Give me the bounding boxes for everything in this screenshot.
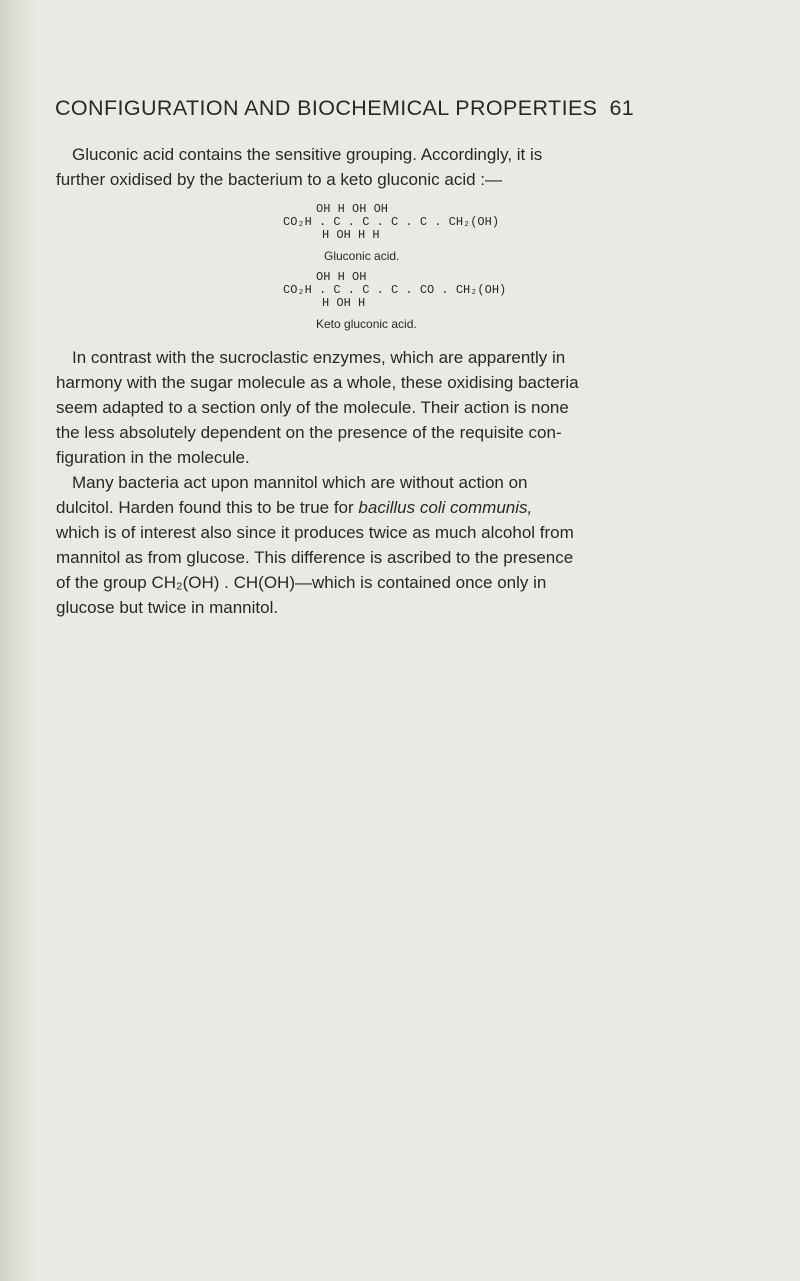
mannitol-line-2 bbox=[56, 495, 769, 520]
keto-formula-bottom-row: H OH H bbox=[322, 296, 366, 310]
contrast-line-5: figuration in the molecule. bbox=[56, 448, 250, 467]
keto-formula-main-row: CO₂H . C . C . C . CO . CH₂(OH) bbox=[283, 283, 507, 297]
mannitol-line-3: which is of interest also since it produces twice as much alcohol from bbox=[56, 523, 574, 542]
mannitol-line-4: mannitol as from glucose. This difference is ascribed to the presence bbox=[56, 548, 574, 567]
intro-paragraph bbox=[56, 142, 769, 192]
gluconic-formula-top-row: OH H OH OH bbox=[316, 202, 389, 216]
mannitol-line-5: of the group CH₂(OH) . CH(OH)—which is contained once only in bbox=[56, 573, 547, 592]
contrast-line-4: the less absolutely dependent on the presence of the requisite con- bbox=[56, 423, 562, 442]
gluconic-formula-main-row: CO₂H . C . C . C . C . CH₂(OH) bbox=[283, 215, 500, 229]
mannitol-line-1: Many bacteria act upon mannitol which are without action on bbox=[72, 473, 528, 492]
contrast-line-2: harmony with the sugar molecule as a whole, these oxidising bacteria bbox=[56, 373, 579, 392]
running-head bbox=[55, 96, 755, 121]
keto-formula-caption: Keto gluconic acid. bbox=[316, 317, 417, 331]
contrast-paragraph bbox=[56, 345, 769, 470]
contrast-line-1: In contrast with the sucroclastic enzymes, which are apparently in bbox=[72, 348, 566, 367]
keto-formula-top-row: OH H OH bbox=[316, 270, 367, 284]
gluconic-formula-caption: Gluconic acid. bbox=[324, 249, 400, 263]
mannitol-line-6: glucose but twice in mannitol. bbox=[56, 598, 279, 617]
organism-name: bacillus coli communis, bbox=[358, 498, 533, 517]
running-head-title: CONFIGURATION AND BIOCHEMICAL PROPERTIES bbox=[55, 96, 598, 120]
intro-line-2: further oxidised by the bacterium to a keto gluconic acid :— bbox=[56, 170, 503, 189]
gluconic-formula-bottom-row: H OH H H bbox=[322, 228, 380, 242]
page-number: 61 bbox=[609, 96, 635, 120]
mannitol-line-2-text: dulcitol. Harden found this to be true for bbox=[56, 498, 359, 517]
intro-line-1: Gluconic acid contains the sensitive grouping. Accordingly, it is bbox=[72, 145, 543, 164]
contrast-line-3: seem adapted to a section only of the molecule. Their action is none bbox=[56, 398, 569, 417]
mannitol-paragraph bbox=[56, 470, 769, 620]
page-gutter-shadow bbox=[0, 0, 38, 1281]
